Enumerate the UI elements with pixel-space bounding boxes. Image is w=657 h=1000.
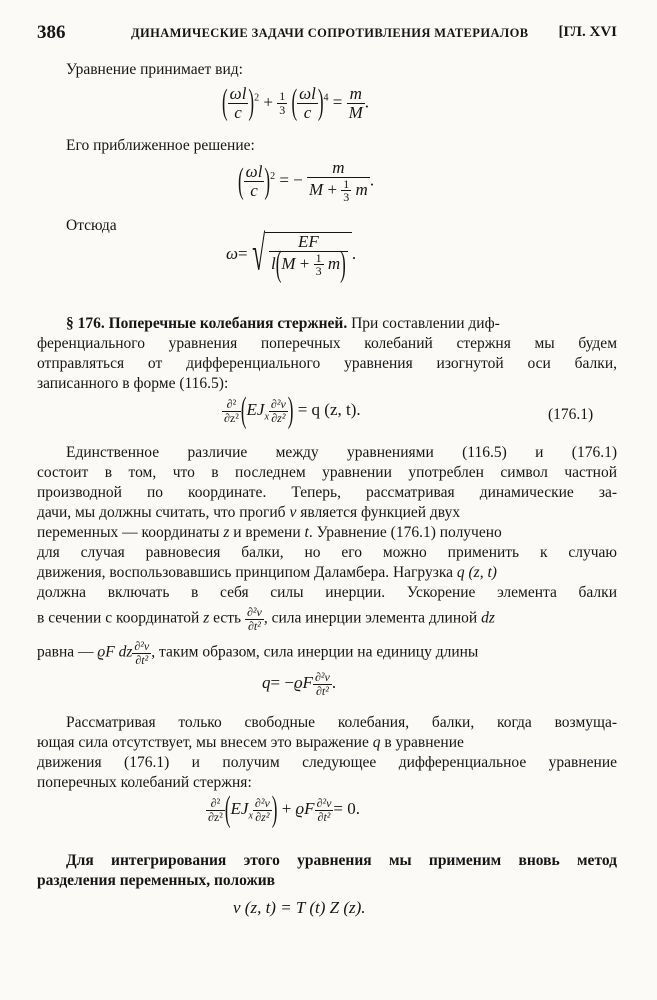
text-line: движения (176.1) и получим следующее дифференциальное уравнение (37, 754, 617, 771)
equation-motion: $\frac{\text{∂²}}{\text{∂z²}}$ ($EJ_x$ $\frac{\text{∂²v}}{\text{∂z²}}$ ) + ϱF $\frac{\text{∂²v}}{\text{∂t²}}$ = 0. (208, 789, 361, 829)
text-line: Его приближенное решение: (66, 137, 255, 154)
text-line: Для интегрирования этого уравнения мы применим вновь метод (66, 852, 617, 869)
text-line: движения, воспользовавшись принципом Даламбера. Нагрузка q (z, t) (37, 564, 497, 581)
text-line: производной по координате. Теперь, рассматривая динамические за- (37, 484, 617, 501)
text-line: Уравнение принимает вид: (66, 61, 243, 78)
chapter-label: [ГЛ. XVI (558, 24, 617, 40)
text-line: разделения переменных, положив (37, 872, 276, 889)
text-line: переменных — координаты z и времени t. Уравнение (176.1) получено (37, 524, 502, 541)
equation-number: (176.1) (548, 406, 594, 423)
section-heading: § 176. Поперечные колебания стержней. (66, 315, 348, 332)
text-line: состоит в том, что в последнем уравнении употреблен символ частной (37, 464, 617, 481)
equation-inertia: q= −ϱF $\frac{\text{∂²v}}{\text{∂t²}}$ . (262, 670, 337, 698)
equation-separation: v (z, t) = T (t) Z (z). (233, 898, 366, 917)
text-line: в сечении с координатой z есть $\frac{\text{∂²v}}{\text{∂t²}}$ , сила инерции элемента длиной dz (37, 605, 495, 633)
text-line: равна — ϱF dz $\frac{\text{∂²v}}{\text{∂t²}}$ , таким образом, сила инерции на единицу длины (37, 639, 479, 667)
text-line: дачи, мы должны считать, что прогиб v является функцией двух (37, 504, 461, 521)
running-title: ДИНАМИЧЕСКИЕ ЗАДАЧИ СОПРОТИВЛЕНИЯ МАТЕРИАЛОВ (131, 26, 529, 40)
text-line: Единственное различие между уравнениями (116.5) и (176.1) (66, 444, 617, 461)
text-line: ющая сила отсутствует, мы внесем это выражение q в уравнение (37, 734, 464, 751)
text-line: для случая равновесия балки, но его можно применить к случаю (37, 544, 617, 561)
page-number: 386 (37, 22, 66, 43)
text-line: должна включать в себя силы инерции. Ускорение элемента балки (37, 584, 617, 601)
section-heading-line: § 176. Поперечные колебания стержней. При составлении диф- (66, 315, 500, 332)
page-header (37, 22, 617, 48)
equation-2: ( $\frac{\omega l}{c}$ )$^2$ = − m M + $\frac{1}{3}$ m . (238, 158, 375, 205)
equation-1: ( $\frac{\omega l}{c}$ )$^2$ + $\frac{1}{3}$ ( $\frac{\omega l}{c}$ )$^4$ = $\frac{m}{M}$ . (222, 82, 370, 123)
text-line: Рассматривая только свободные колебания, балки, когда возмуща- (66, 714, 617, 731)
equation-176-1: $\frac{\text{∂²}}{\text{∂z²}}$ ($EJ_x$ $\frac{\text{∂²v}}{\text{∂z²}}$ ) = q (z, t). (224, 390, 361, 430)
text-line: записанного в форме (116.5): (37, 375, 229, 392)
equation-3: ω= √ EF l(M + $\frac{1}{3}$ m) . (226, 226, 357, 285)
text-line: отправляться от дифференциального уравнения изогнутой оси балки, (37, 355, 617, 372)
text-line: Отсюда (66, 217, 117, 234)
text-line: ференциального уравнения поперечных колебаний стержня мы будем (37, 335, 617, 352)
text-line: поперечных колебаний стержня: (37, 774, 252, 791)
